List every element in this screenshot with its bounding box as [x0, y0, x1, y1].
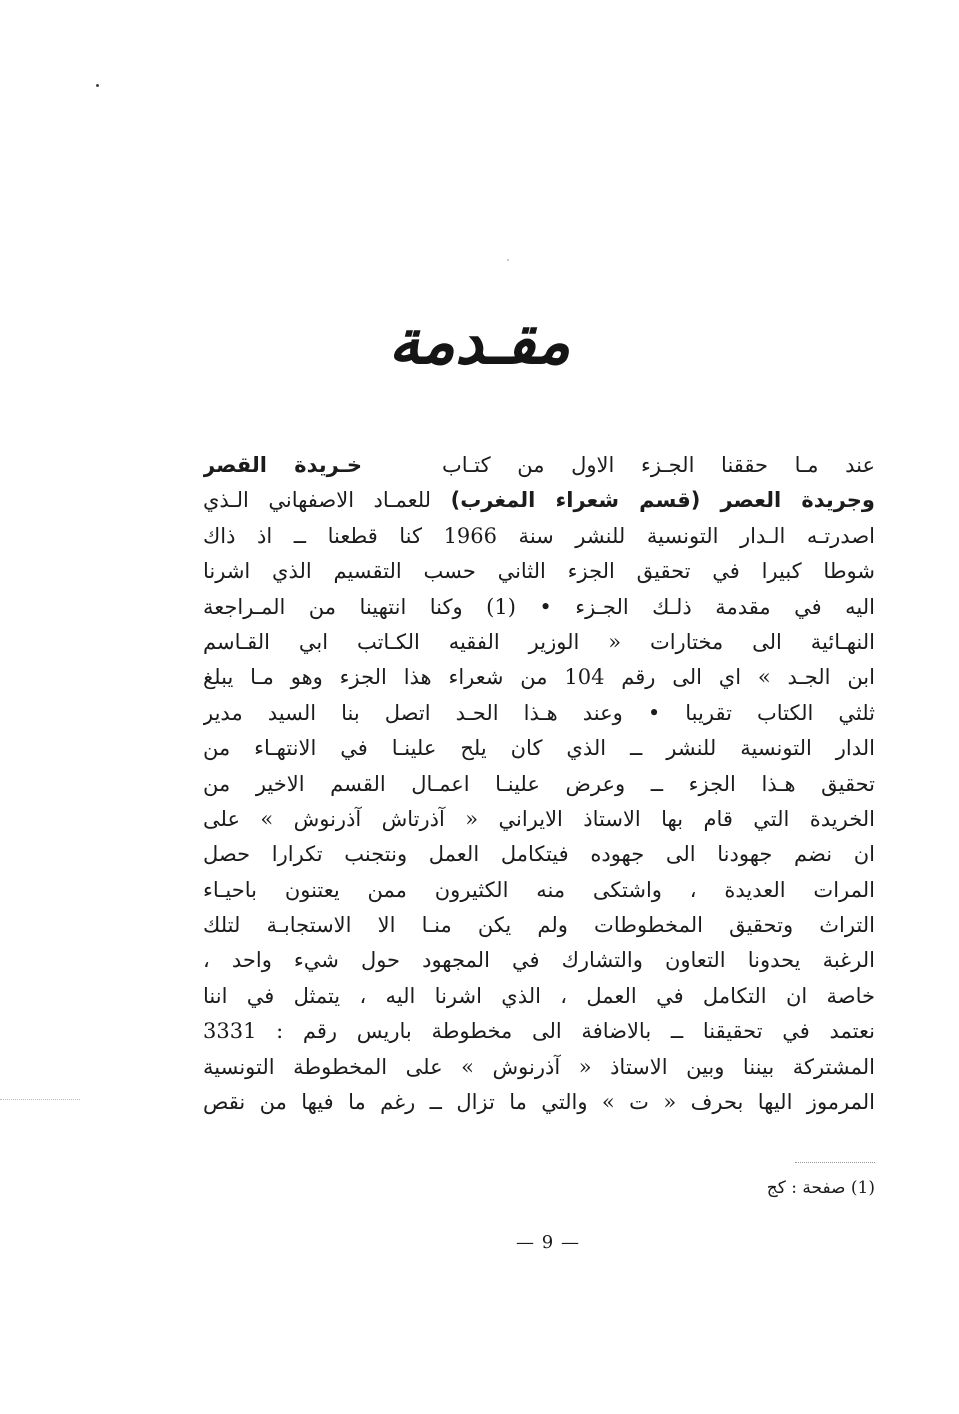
page-number: — 9 —	[516, 1232, 580, 1253]
page-title: مقـدمة	[388, 305, 571, 378]
text-line: ابن الجـد » اي الى رقم 104 من شعراء هذا الجزء وهو مـا يبلغ	[203, 665, 875, 690]
footnote-separator	[795, 1162, 875, 1163]
text-line: ثلثي الكتاب تقريبا • وعند هـذا الحـد اتصل بنا السيد مدير	[203, 700, 875, 725]
text-line: اليه في مقدمة ذلـك الجـزء • (1) وكنا انتهينا من المـراجعة	[203, 594, 875, 619]
text-line: وجريدة العصر (قسم شعراء المغرب) للعمـاد الاصفهاني الـذي	[203, 488, 875, 513]
text-line: الدار التونسية للنشر ــ الذي كان يلح علينـا في الانتهـاء من	[203, 736, 875, 761]
scan-speck	[96, 84, 99, 87]
margin-scan-dots	[0, 1099, 80, 1100]
book-title: خـريدة القصر	[203, 453, 363, 477]
text-line: اصدرتـه الـدار التونسية للنشر سنة 1966 كنا قطعنا ــ اذ ذاك	[203, 523, 875, 548]
text-line: خاصة ان التكامل في العمل ، الذي اشرنا اليه ، يتمثل في اننا	[203, 983, 875, 1008]
text-line: الخريدة التي قام بها الاستاذ الايراني « آذرتاش آذرنوش » على	[203, 806, 875, 831]
text-line: المشتركة بيننا وبين الاستاذ « آذرنوش » على المخطوطة التونسية	[203, 1054, 875, 1079]
text-line: شوطا كبيرا في تحقيق الجزء الثاني حسب التقسيم الذي اشرنا	[203, 559, 875, 584]
text-line: تحقيق هـذا الجزء ــ وعرض علينـا اعمـال القسم الاخير من	[203, 771, 875, 796]
text-line: التراث وتحقيق المخطوطات ولم يكن منـا الا الاستجابـة لتلك	[203, 913, 875, 938]
text-line: ان نضم جهودنا الى جهوده فيتكامل العمل ونتجنب تكرارا حصل	[203, 842, 875, 867]
footnote: (1) صفحة : كج	[766, 1178, 875, 1198]
body-paragraph	[203, 448, 875, 1148]
book-title: وجريدة العصر (قسم شعراء المغرب)	[450, 488, 875, 513]
text-line: المرات العديدة ، واشتكى منه الكثيرون ممن يعتنون باحيـاء	[203, 877, 875, 902]
scan-speck	[507, 259, 509, 261]
text-line: نعتمد في تحقيقنا ــ بالاضافة الى مخطوطة باريس رقم : 3331	[203, 1019, 875, 1044]
text-line: المرموز اليها بحرف « ت » والتي ما تزال ــ رغم ما فيها من نقص	[203, 1090, 875, 1115]
text-line: النهـائية الى مختارات « الوزير الفقيه الكـاتب ابي القـاسم	[203, 629, 875, 654]
text-line: عند مـا حققنا الجـزء الاول من كتـاب خـريدة القصر	[203, 453, 875, 477]
text-line: الرغبة يحدونا التعاون والتشارك في المجهود حول شيء واحد ،	[203, 948, 875, 973]
